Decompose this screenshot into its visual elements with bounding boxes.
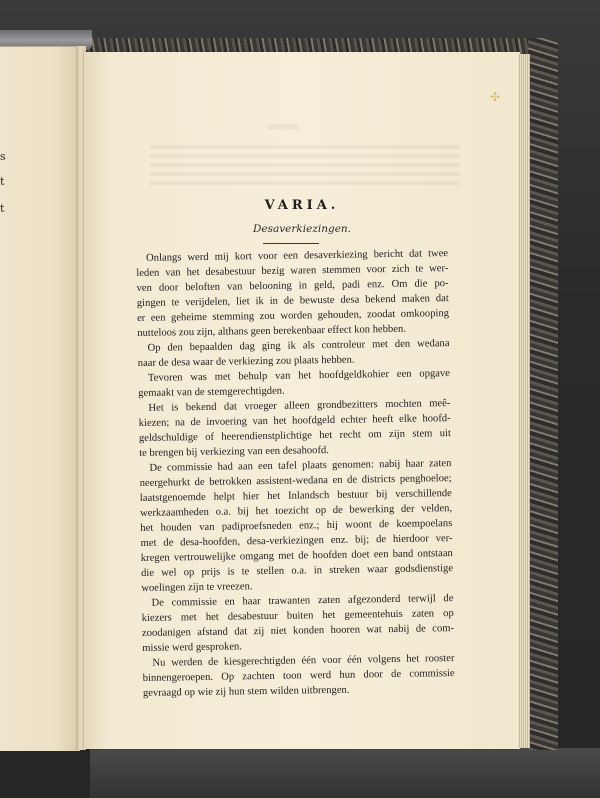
text-line: neergehurkt de betrokken assistent-wedana en de districts penghoeloe; xyxy=(139,473,452,489)
text-line: nutteloos zou zijn, althans geen berekenbaar effect kon hebben. xyxy=(137,323,407,339)
text-line: De commissie en haar trawanten zaten afgezonderd terwijl de xyxy=(151,593,454,609)
text-line: laatstgenoemde helpt hier het Inlandsch bestuur bij verschillende xyxy=(139,488,452,504)
article-body xyxy=(136,246,455,701)
left-margin-letter: t xyxy=(0,202,5,215)
marbled-cover-edge xyxy=(528,38,558,750)
text-line: met de desa-hoofden, desa-verkiezingen enz. bij; de hierdoor ver- xyxy=(140,533,453,549)
left-page xyxy=(0,46,80,751)
text-line: De commissie had aan een tafel plaats genomen: nabij haar zaten xyxy=(149,458,452,474)
left-margin-letter: t xyxy=(0,175,5,188)
text-line: zoodanigen afstand dat zij niet konden hooren wat nabij de com- xyxy=(141,623,455,639)
text-line: woelingen zijn te vreezen. xyxy=(141,581,253,594)
text-line: het houden van padiproefsneden enz.; hij woont de koempoelans xyxy=(140,518,453,534)
text-line: gingen te verijdelen, liet ik in de bewuste desa bekend maken dat xyxy=(136,293,449,309)
text-line: Op den bepaalden dag ging ik als controleur met den wedana xyxy=(147,338,450,354)
left-margin-letter: s xyxy=(0,150,6,163)
text-line: Het is bekend dat vroeger alleen grondbezitters mochten meê- xyxy=(148,398,451,414)
text-line: ven door beloften van belooning in geld, padi enz. Om die po- xyxy=(136,278,449,294)
text-line: kiezen; na de invoering van het hoofdgeld echter heeft elke hoofd- xyxy=(138,413,451,429)
text-line: werkzaamheden o.a. bij het toezicht op de bewerking der velden, xyxy=(140,503,453,519)
page-edges xyxy=(518,54,530,748)
text-line: die wel op prijs is te stellen o.a. in streken waar godsdienstige xyxy=(140,563,454,579)
show-through-page-number xyxy=(268,124,298,130)
text-line: kiezers met het desabestuur buiten het gemeentehuis zaten op xyxy=(141,608,454,624)
text-line: gevraagd op wie zij hun stem wilden uitbrengen. xyxy=(142,684,350,699)
text-line: er een geheime stemming zou worden gehouden, zoodat omkooping xyxy=(136,308,450,324)
article-subtitle: Desaverkiezingen. xyxy=(252,223,352,235)
section-title: VARIA. xyxy=(264,198,340,213)
text-line: leden van het desabestuur bezig waren stemmen voor zich te wer- xyxy=(136,263,449,279)
text-line: Nu werden de kiesgerechtigden één voor één volgens het rooster xyxy=(152,653,455,669)
text-line: binnengeroepen. Op zachten toon werd hun door de commissie xyxy=(142,668,455,684)
text-line: te brengen bij verkiezing van een desahoofd. xyxy=(139,444,329,459)
text-line: kregen vertrouwelijke omgang met de hoofden doet een band ontstaan xyxy=(140,548,453,564)
text-line: gemaakt van de stemgerechtigden. xyxy=(138,385,285,399)
title-rule xyxy=(263,243,319,244)
text-line: missie werd gesproken. xyxy=(142,641,243,654)
text-line: Tevoren was met behulp van het hoofdgeldkohier een opgave xyxy=(147,368,451,384)
book-board xyxy=(90,748,600,798)
show-through-text xyxy=(150,145,460,185)
text-line: Onlangs werd mij kort voor een desaverkiezing bericht dat twee xyxy=(146,248,449,264)
text-line: geldschuldige of heerendienstplichtige het recht om zijn stem uit xyxy=(138,428,451,444)
corner-stain: ✣ xyxy=(490,90,501,104)
text-line: naar de desa waar de verkiezing zou plaats hebben. xyxy=(137,354,355,369)
